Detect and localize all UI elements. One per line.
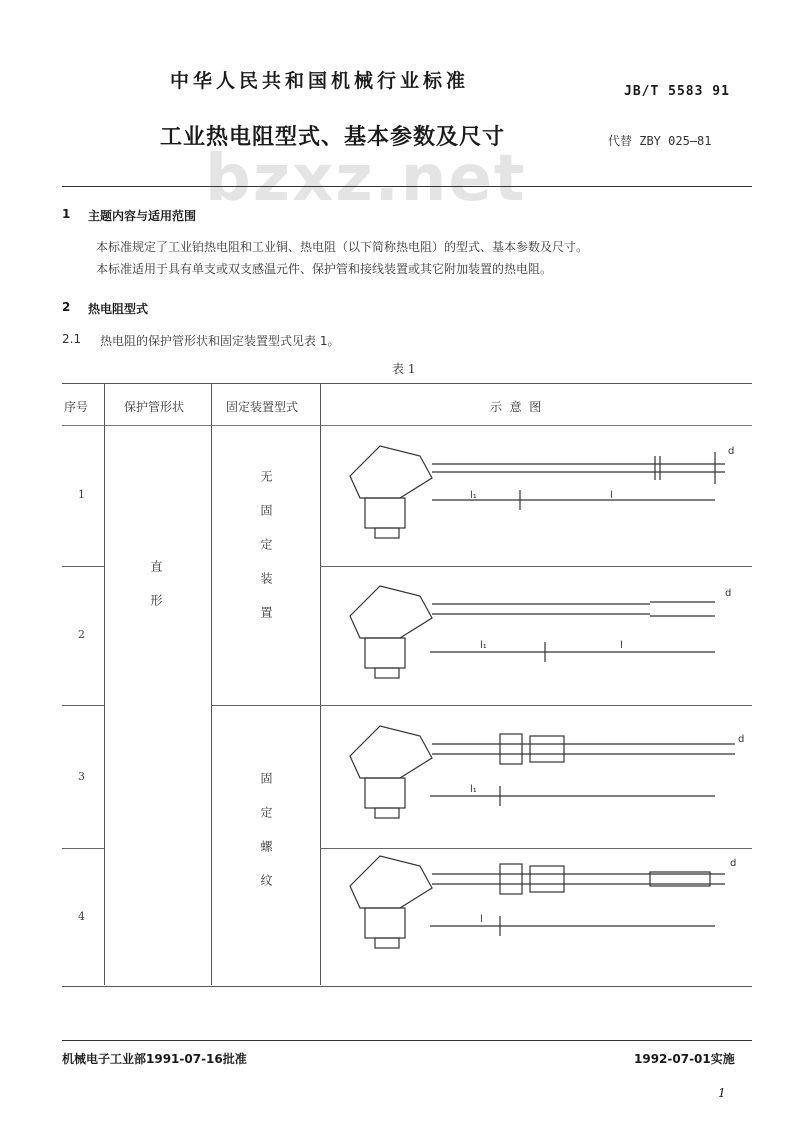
section21-text: 热电阻的保护管形状和固定装置型式见表 1。 <box>100 334 340 348</box>
section1-number: 1 <box>62 207 71 221</box>
column-divider <box>104 383 105 985</box>
diagram-2 <box>350 586 715 678</box>
dim-label: d <box>738 734 745 745</box>
header-seq: 序号 <box>64 400 89 414</box>
approval-note: 机械电子工业部1991-07-16批准 <box>62 1052 247 1066</box>
dim-label: d <box>730 858 737 869</box>
dim-label: l <box>610 490 613 501</box>
dim-label: l₁ <box>470 490 477 501</box>
header-diagram: 示 意 图 <box>490 400 542 414</box>
header-shape: 保护管形状 <box>124 400 185 414</box>
row-divider <box>62 705 104 706</box>
dim-label: l <box>620 640 623 651</box>
dim-label: l₁ <box>470 784 477 795</box>
section1-heading: 主题内容与适用范围 <box>88 209 197 223</box>
header-rule <box>62 186 752 187</box>
dim-label: l₁ <box>480 640 487 651</box>
watermark: bzxz.net <box>205 142 527 216</box>
replaces-note: 代替 ZBY 025—81 <box>608 134 712 148</box>
section1-para2: 本标准适用于具有单支或双支感温元件、保护管和接线装置或其它附加装置的热电阻。 <box>96 262 553 276</box>
table-caption: 表 1 <box>392 362 416 376</box>
diagram-1 <box>350 446 725 538</box>
page-number: 1 <box>718 1086 726 1100</box>
section2-number: 2 <box>62 300 71 314</box>
row-number: 4 <box>78 910 85 923</box>
row-number: 1 <box>78 488 85 501</box>
footer-rule <box>62 1040 752 1041</box>
section1-para1: 本标准规定了工业铂热电阻和工业铜、热电阻（以下简称热电阻）的型式、基本参数及尺寸。 <box>96 240 589 254</box>
header-fixing: 固定装置型式 <box>226 400 299 414</box>
row-divider <box>62 566 104 567</box>
section21-number: 2.1 <box>62 332 82 346</box>
row-number: 3 <box>78 770 85 783</box>
diagram-4 <box>350 856 725 948</box>
shape-straight: 直形 <box>149 560 163 628</box>
standard-number: JB/T 5583 91 <box>624 84 730 99</box>
fixing-none: 无固定装置 <box>259 470 273 640</box>
row-number: 2 <box>78 628 85 641</box>
fixing-thread: 固定螺纹 <box>259 772 273 908</box>
document-title: 工业热电阻型式、基本参数及尺寸 <box>160 125 506 150</box>
sensor-diagrams <box>320 426 752 984</box>
effective-date: 1992-07-01实施 <box>634 1052 735 1066</box>
dim-label: d <box>728 446 735 457</box>
standard-category: 中华人民共和国机械行业标准 <box>170 70 470 92</box>
dim-label: l <box>480 914 483 925</box>
section2-heading: 热电阻型式 <box>88 302 149 316</box>
diagram-3 <box>350 726 735 818</box>
row-divider <box>62 848 104 849</box>
dim-label: d <box>725 588 732 599</box>
column-divider <box>211 383 212 985</box>
